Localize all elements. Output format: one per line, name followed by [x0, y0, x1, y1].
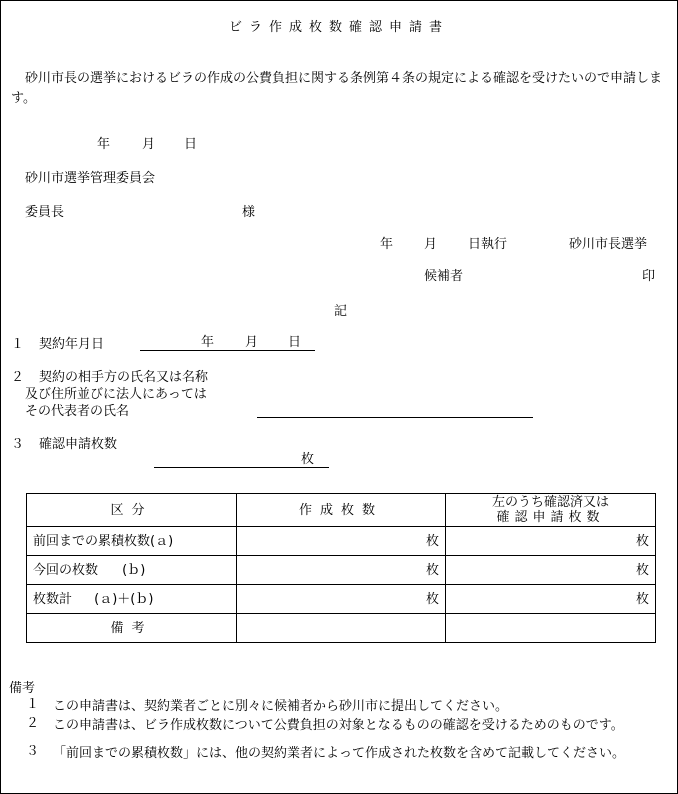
table-row — [27, 614, 656, 643]
intro-paragraph: 砂川市長の選挙におけるビラの作成の公費負担に関する条例第４条の規定による確認を受けたいので申請します。 — [11, 71, 663, 106]
note-1-text: この申請書は、契約業者ごとに別々に候補者から砂川市に提出してください。 — [53, 699, 509, 714]
item-1-number: １ — [11, 337, 25, 352]
election-month-label: 月 — [424, 237, 438, 252]
item-2-underline — [257, 417, 533, 418]
header-category: 区分 — [27, 494, 237, 527]
item-1-day: 日 — [288, 335, 302, 350]
item-2-label-line-3: その代表者の氏名 — [25, 404, 130, 419]
item-2-label-line-1: 契約の相手方の氏名又は名称 — [39, 370, 209, 385]
election-year-label: 年 — [380, 237, 394, 252]
date-day-label: 日 — [184, 137, 198, 152]
item-3-underline — [154, 467, 329, 468]
row-sum-created: 枚 — [237, 585, 446, 614]
addressee-honorific: 様 — [242, 205, 256, 220]
row-current-created: 枚 — [237, 556, 446, 585]
item-3-unit: 枚 — [301, 452, 315, 467]
row-current-label-text: 今回の枚数 — [33, 562, 99, 578]
date-year-label: 年 — [97, 137, 111, 152]
row-current-confirmed: 枚 — [446, 556, 656, 585]
sheet-count-table — [26, 493, 656, 643]
date-month-label: 月 — [142, 137, 156, 152]
note-3-number: ３ — [26, 744, 40, 759]
header-confirmed-line-1: 左のうち確認済又は — [491, 495, 609, 510]
item-1-month: 月 — [245, 335, 259, 350]
table-row — [27, 585, 656, 614]
note-3-text: 「前回までの累積枚数」には、他の契約業者によって作成された枚数を含めて記載してください。 — [53, 746, 626, 761]
note-2-text: この申請書は、ビラ作成枚数について公費負担の対象となるものの確認を受けるためのものです。 — [53, 718, 624, 733]
row-sum-label-suffix: (ａ)＋(ｂ) — [94, 591, 154, 607]
election-day-exec-label: 日執行 — [468, 237, 508, 252]
note-2-number: ２ — [26, 716, 40, 731]
item-1-underline — [140, 350, 315, 351]
ki-heading: 記 — [334, 304, 348, 319]
row-previous-total-created: 枚 — [237, 527, 446, 556]
item-2-number: ２ — [11, 370, 25, 385]
row-sum-label-text: 枚数計 — [33, 591, 73, 607]
addressee-title: 委員長 — [25, 205, 65, 220]
row-remarks-created — [237, 614, 446, 643]
item-1-year: 年 — [201, 335, 215, 350]
row-previous-total-confirmed: 枚 — [446, 527, 656, 556]
row-remarks-confirmed — [446, 614, 656, 643]
candidate-label: 候補者 — [424, 269, 464, 284]
note-1-number: １ — [26, 697, 40, 712]
row-label-remarks: 備考 — [27, 614, 237, 643]
header-created-count: 作成枚数 — [237, 494, 446, 527]
table-header-row — [27, 494, 656, 527]
header-confirmed-line-2: 確認申請枚数 — [496, 510, 605, 525]
item-1-label: 契約年月日 — [39, 337, 105, 352]
item-3-number: ３ — [11, 437, 25, 452]
document-title: ビラ作成枚数確認申請書 — [228, 20, 449, 35]
row-label-previous-total: 前回までの累積枚数(ａ) — [27, 527, 237, 556]
election-name: 砂川市長選挙 — [569, 237, 648, 252]
table-row — [27, 556, 656, 585]
table-row — [27, 527, 656, 556]
header-confirmed-count — [446, 494, 656, 527]
row-label-current — [27, 556, 237, 585]
item-3-label: 確認申請枚数 — [39, 437, 118, 452]
item-2-label-line-2: 及び住所並びに法人にあっては — [25, 387, 207, 402]
row-current-label-suffix: (ｂ) — [122, 562, 146, 578]
addressee-organization: 砂川市選挙管理委員会 — [25, 171, 156, 186]
row-label-sum — [27, 585, 237, 614]
row-sum-confirmed: 枚 — [446, 585, 656, 614]
notes-title: 備考 — [9, 681, 36, 696]
seal-label: 印 — [642, 269, 656, 284]
